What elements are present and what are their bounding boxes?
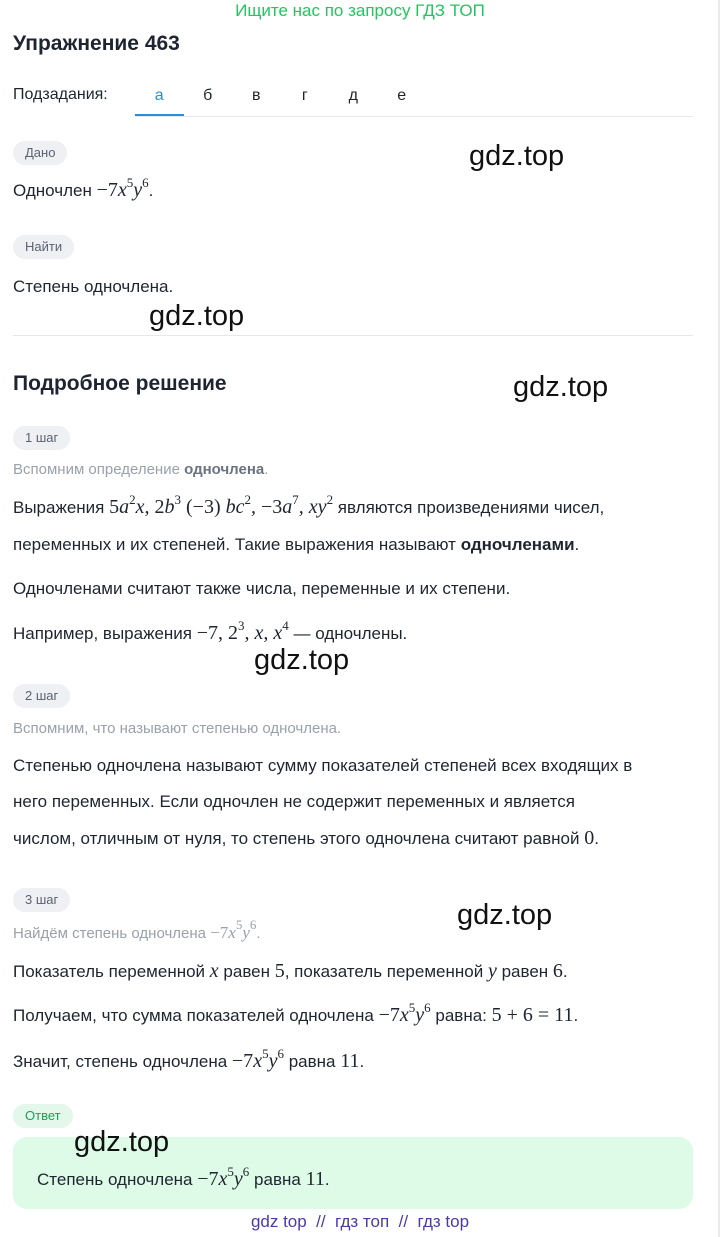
given-text: Одночлен $-7x^5y^6$. (13, 175, 154, 201)
step1-paragraph3: Одночленами считают также числа, переменные и их степени. (13, 579, 511, 598)
section-divider (13, 335, 693, 336)
watermark: gdz.top (469, 140, 565, 172)
watermark: gdz.top (149, 300, 245, 332)
watermark: gdz.top (74, 1126, 170, 1158)
step3-tag: 3 шаг (13, 888, 70, 912)
subtask-tabs (135, 78, 426, 116)
answer-text: Степень одночлена $-7x^5y^6$ равна 11. (37, 1164, 330, 1190)
step2-line1: Степенью одночлена называют сумму показателей степеней всех входящих в (13, 756, 633, 775)
promo-banner: Ищите нас по запросу ГДЗ ТОП (235, 1, 485, 20)
step3-hint: Найдём степень одночлена $-7x^5y^6$. (13, 917, 261, 942)
subtasks-label: Подзадания: (13, 86, 108, 103)
step2-tag: 2 шаг (13, 684, 70, 708)
watermark: gdz.top (457, 899, 553, 931)
tab-b[interactable]: б (203, 87, 213, 104)
watermark: gdz.top (254, 644, 350, 676)
answer-tag: Ответ (13, 1104, 73, 1128)
step1-paragraph1: Выражения $5a^2x$, $2b^3$ (−3) $bc^2$, $-3a^7$, $xy^2$ являются произведениями чисел, (13, 492, 605, 518)
tab-a[interactable]: а (135, 78, 184, 116)
step1-paragraph2: переменных и их степеней. Такие выражения называют одночленами. (13, 535, 580, 554)
step1-paragraph4: Например, выражения −7, $2^3$, x, $x^4$ — одночлены. (13, 618, 408, 644)
step2-hint: Вспомним, что называют степенью одночлена. (13, 720, 342, 737)
tab-g[interactable]: г (301, 87, 308, 104)
tabs-underline (135, 116, 693, 117)
step1-tag: 1 шаг (13, 426, 70, 450)
step2-line3: числом, отличным от нуля, то степень этого одночлена считают равной 0. (13, 827, 599, 849)
given-tag: Дано (13, 141, 67, 165)
watermark: gdz.top (513, 371, 609, 403)
tab-e[interactable]: е (397, 87, 407, 104)
example-monomials: −7, $2^3$, x, $x^4$ (196, 618, 289, 644)
tab-v[interactable]: в (252, 87, 261, 104)
step3-paragraph3: Значит, степень одночлена $-7x^5y^6$ равна 11. (13, 1046, 365, 1072)
step3-paragraph2: Получаем, что сумма показателей одночлена $-7x^5y^6$ равна: 5 + 6 = 11. (13, 1000, 579, 1026)
page-title: Упражнение 463 (13, 32, 180, 55)
example-expressions: $5a^2x$, $2b^3$ (−3) $bc^2$, $-3a^7$, $xy^2$ (109, 492, 334, 518)
solution-title: Подробное решение (13, 372, 227, 395)
step2-line2: него переменных. Если одночлен не содержит переменных и является (13, 792, 575, 811)
step1-hint: Вспомним определение одночлена. (13, 461, 269, 478)
tab-d[interactable]: д (348, 87, 358, 104)
find-text: Степень одночлена. (13, 277, 174, 296)
monomial-formula: $-7x^5y^6$ (96, 175, 149, 201)
step3-paragraph1: Показатель переменной x равен 5, показатель переменной y равен 6. (13, 960, 568, 982)
find-tag: Найти (13, 235, 74, 259)
footer-links[interactable]: gdz top // гдз топ // гдз top (250, 1212, 470, 1231)
